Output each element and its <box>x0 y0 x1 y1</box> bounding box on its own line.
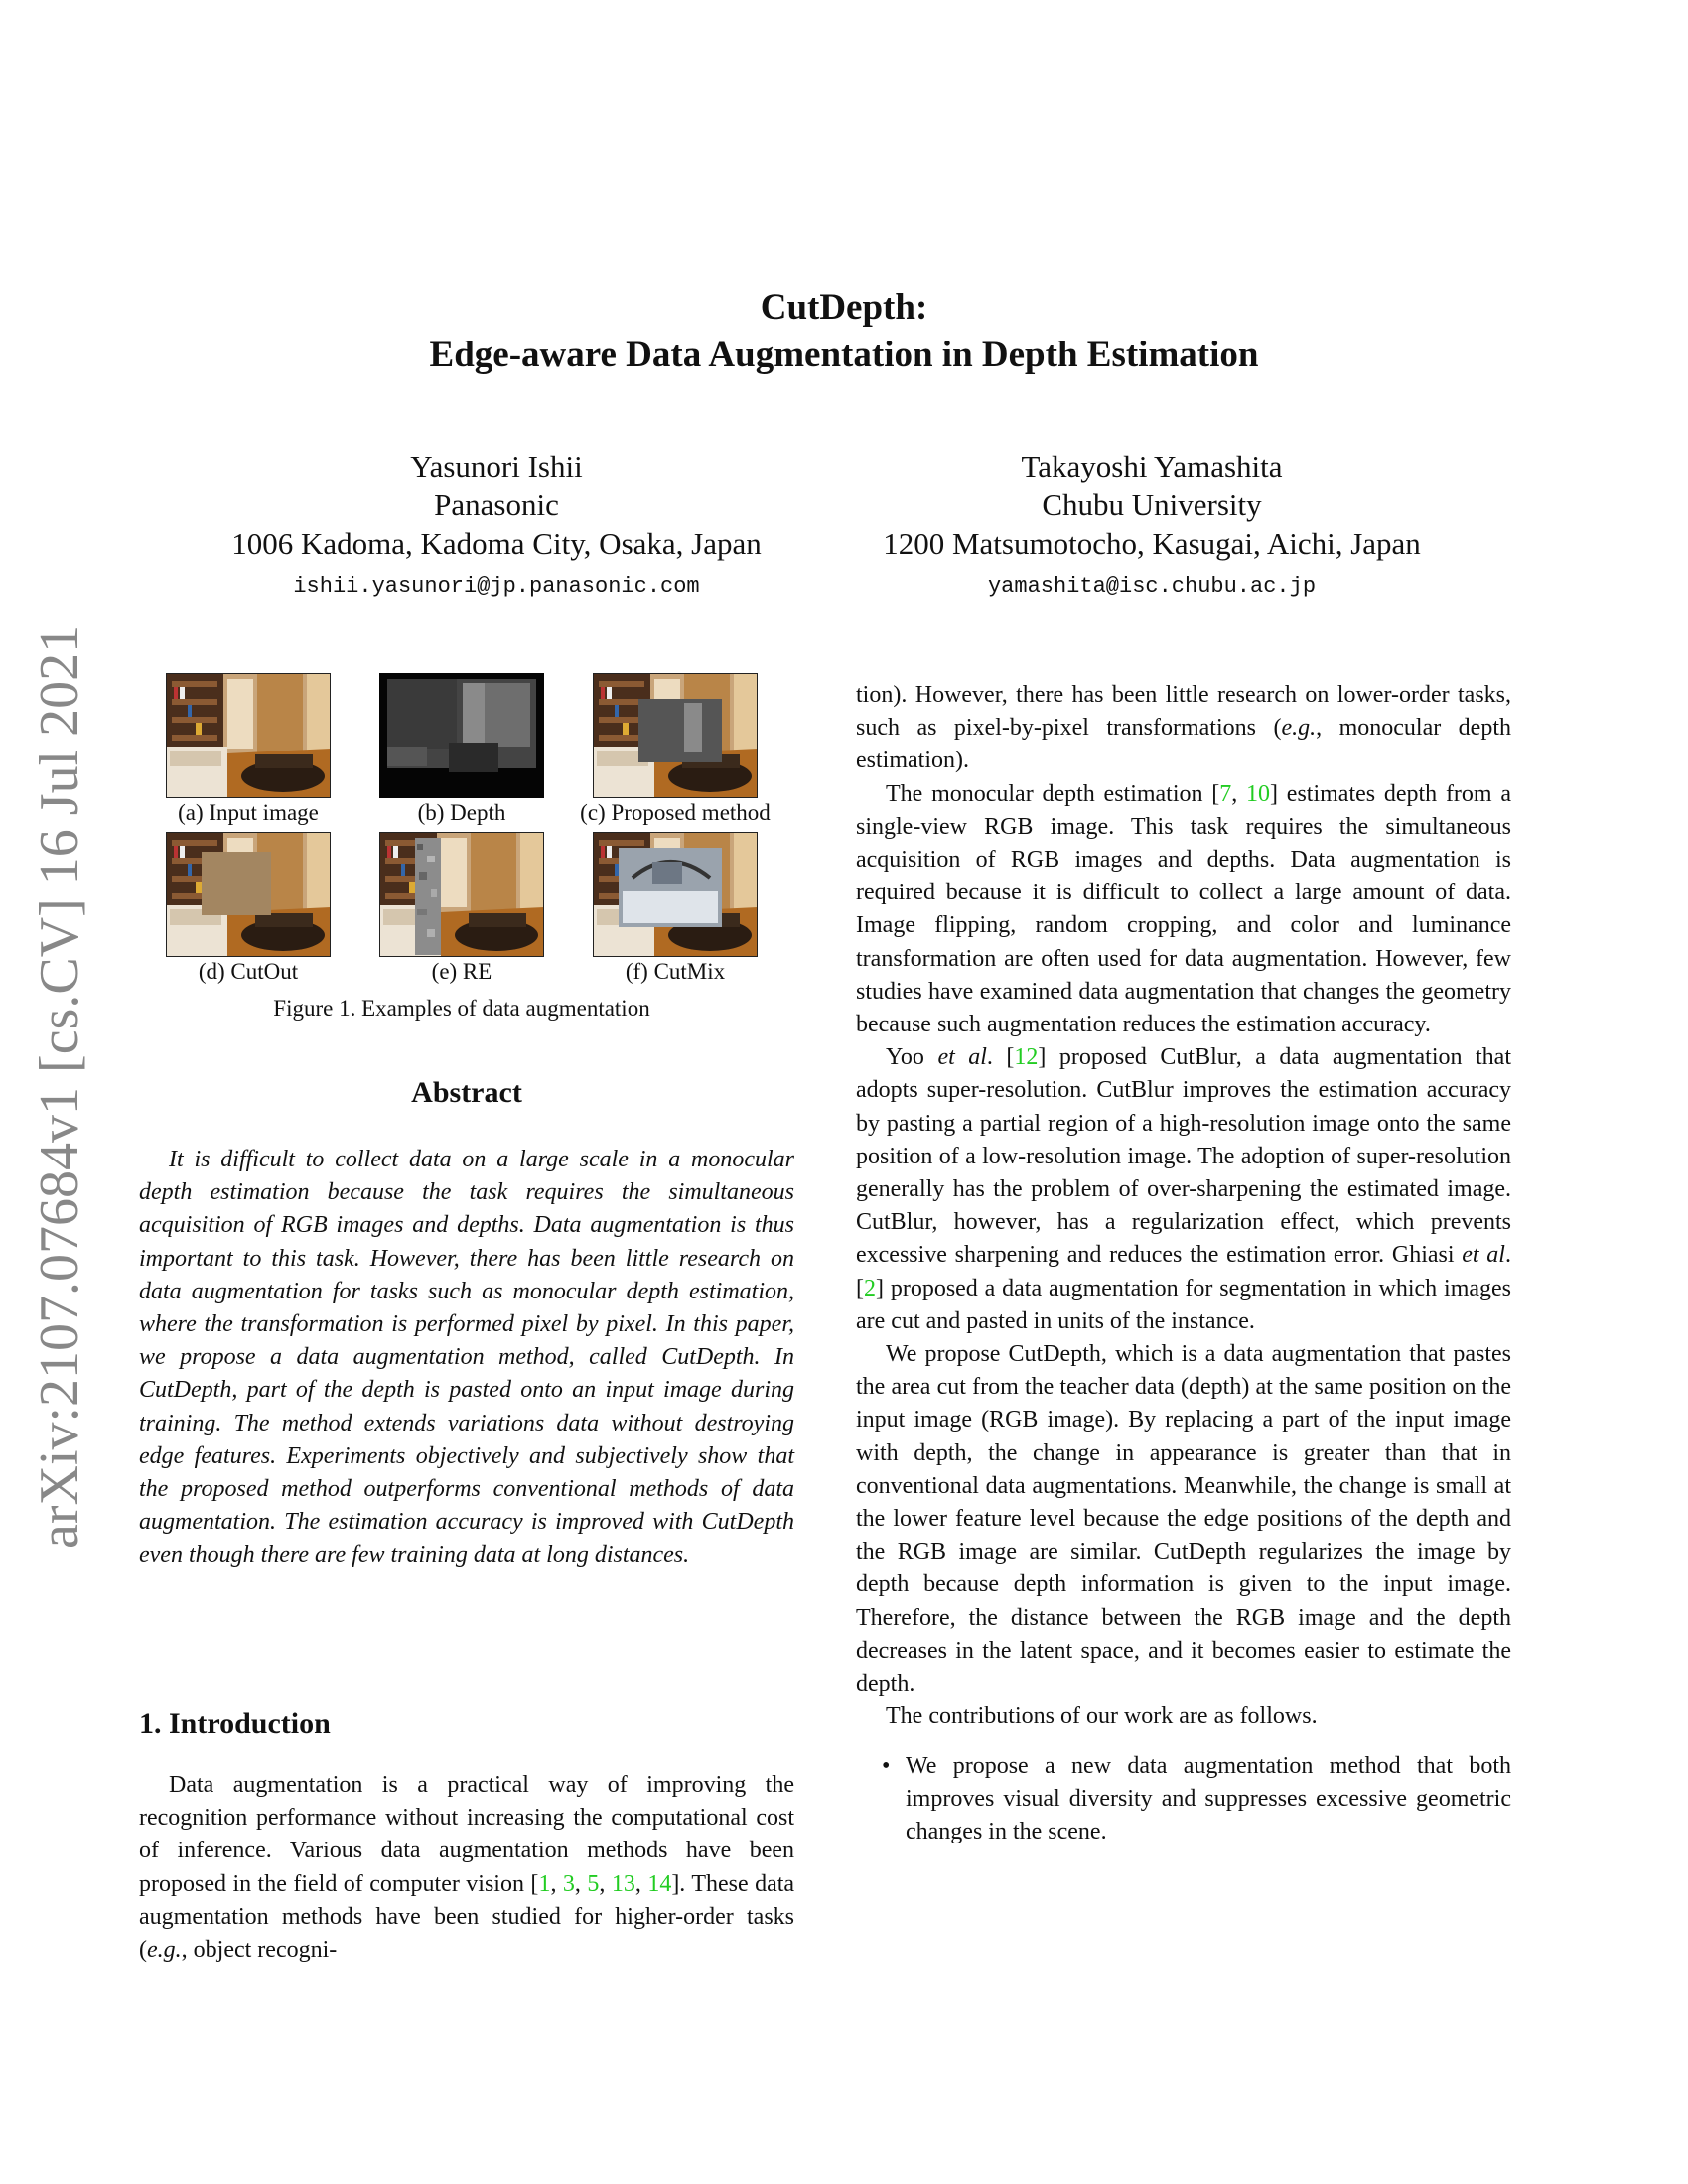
introduction-right-column <box>856 679 1511 1848</box>
introduction-left-column <box>139 1769 794 1967</box>
figure-panel-input <box>149 673 348 828</box>
figure-panel-cutmix <box>576 832 774 987</box>
cutout-image <box>166 832 331 957</box>
cutmix-image <box>593 832 758 957</box>
figure-caption-b: (b) Depth <box>417 800 506 825</box>
author-email[interactable]: yamashita@isc.chubu.ac.jp <box>987 574 1317 599</box>
citation-link[interactable]: 3 <box>562 1870 575 1897</box>
author-affiliation: Chubu University <box>1042 487 1262 522</box>
author-block-2 <box>824 447 1479 611</box>
author-affiliation: Panasonic <box>434 487 559 522</box>
figure-row-1 <box>149 673 774 832</box>
figure-panel-cutout <box>149 832 348 987</box>
title-line-1: CutDepth: <box>760 287 928 328</box>
figure-caption-c: (c) Proposed method <box>580 800 771 825</box>
figure-caption-d: (d) CutOut <box>198 959 299 984</box>
intro-paragraph-1-cont: tion). However, there has been little research on lower-order tasks, such as pixel-by-pixel transformations (e.g., monocular depth estimation). <box>856 682 1511 774</box>
figure-row-2 <box>149 832 774 991</box>
citation-link[interactable]: 14 <box>647 1870 672 1897</box>
author-name: Yasunori Ishii <box>410 449 583 483</box>
figure-1 <box>149 673 774 991</box>
citation-link[interactable]: 2 <box>864 1275 876 1301</box>
intro-paragraph-1: Data augmentation is a practical way of improving the recognition performance without increasing the computational cost of inference. Various data augmentation methods have been proposed in the field of computer vision [1, 3, 5, 13, 14]. These data augmentation methods have been studied for higher-order tasks (e.g., object recogni- <box>139 1772 795 1964</box>
intro-paragraph-4: We propose CutDepth, which is a data augmentation that pastes the area cut from the teacher data (depth) at the same position on the input image (RGB image). By replacing a part of the input image with depth, the change in appearance is greater than that in conventional data augmentations. Meanwhile, the change is small at the lower feature level because the edge positions of the depth and the RGB image are similar. CutDepth regularizes the image by depth because depth information is given to the input image. Therefore, the distance between the RGB image and the depth decreases in the latent space, and it becomes easier to estimate the depth. <box>856 1341 1511 1698</box>
citation-link[interactable]: 12 <box>1014 1044 1039 1071</box>
author-block-1 <box>179 447 814 611</box>
contributions-list <box>856 1750 1511 1849</box>
abstract-heading: Abstract <box>411 1076 522 1109</box>
random-erasing-image <box>379 832 544 957</box>
intro-paragraph-2: The monocular depth estimation [7, 10] estimates depth from a single-view RGB image. This task requires the simultaneous acquisition of RGB images and depths. Data augmentation is required because it is difficult to collect a large amount of data. Image flipping, random cropping, and color and luminance transformation are often used for data augmentation. However, few studies have examined data augmentation that changes the geometry because such augmentation reduces the estimation accuracy. <box>856 780 1512 1038</box>
figure-caption-f: (f) CutMix <box>625 959 726 984</box>
abstract-text: It is difficult to collect data on a large scale in a monocular depth estimation because the task requires the simultaneous acquisition of RGB images and depths. Data augmentation is thus important to this task. However, there has been little research on data augmentation for tasks such as monocular depth estimation, where the transformation is performed pixel by pixel. In this paper, we propose a data augmentation method, called CutDepth. In CutDepth, part of the depth is pasted onto an input image during training. The method extends variations data without destroying edge features. Experiments objectively and subjectively show that the proposed method outperforms conventional methods of data augmentation. The estimation accuracy is improved with CutDepth even though there are few training data at long distances. <box>139 1147 794 1569</box>
citation-link[interactable]: 5 <box>587 1870 600 1897</box>
input-image <box>166 673 331 798</box>
figure-panel-proposed <box>576 673 774 828</box>
figure-caption-e: (e) RE <box>431 959 492 984</box>
author-address: 1200 Matsumotocho, Kasugai, Aichi, Japan <box>883 526 1421 561</box>
intro-paragraph-5: The contributions of our work are as follows. <box>886 1704 1318 1730</box>
citation-link[interactable]: 13 <box>611 1870 635 1897</box>
author-email[interactable]: ishii.yasunori@jp.panasonic.com <box>293 574 700 599</box>
figure-panel-depth <box>362 673 561 828</box>
citation-link[interactable]: 7 <box>1219 780 1232 807</box>
arxiv-identifier: arXiv:2107.07684v1 [cs.CV] 16 Jul 2021 <box>29 624 90 1549</box>
intro-paragraph-3: Yoo et al. [12] proposed CutBlur, a data augmentation that adopts super-resolution. CutBlur improves the estimation accuracy by pasting a partial region of a high-resolution image onto the same position of a low-resolution image. The adoption of super-resolution generally has the problem of over-sharpening the estimated image. CutBlur, however, has a regularization effect, which prevents excessive sharpening and reduces the estimation error. Ghiasi et al. [2] proposed a data augmentation for segmentation in which images are cut and pasted in units of the instance. <box>856 1044 1511 1334</box>
list-item: • We propose a new data augmentation method that both improves visual diversity and suppresses excessive geometric changes in the scene. <box>856 1750 1511 1849</box>
citation-link[interactable]: 10 <box>1246 780 1271 807</box>
figure-caption-a: (a) Input image <box>178 800 319 825</box>
figure-1-caption: Figure 1. Examples of data augmentation <box>273 996 650 1021</box>
author-address: 1006 Kadoma, Kadoma City, Osaka, Japan <box>231 526 762 561</box>
proposed-method-image <box>593 673 758 798</box>
title-line-2: Edge-aware Data Augmentation in Depth Estimation <box>429 335 1259 375</box>
author-name: Takayoshi Yamashita <box>1021 449 1283 483</box>
citation-link[interactable]: 1 <box>538 1870 551 1897</box>
figure-panel-re <box>362 832 561 987</box>
depth-map-image <box>379 673 544 798</box>
introduction-heading: 1. Introduction <box>139 1707 331 1740</box>
paper-title <box>0 284 1688 379</box>
bullet-icon: • <box>882 1752 891 1779</box>
